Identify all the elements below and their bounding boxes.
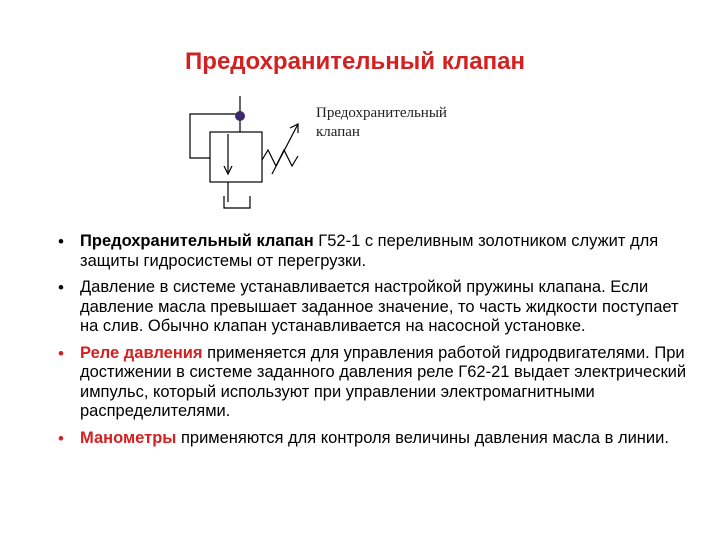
bullet-list	[58, 232, 688, 455]
bullet-text: Давление в системе устанавливается настройкой пружины клапана. Если давление масла превышает заданное значение, то часть жидкости поступает на слив. Обычно клапан устанавливается на насосной установке.	[80, 278, 679, 335]
bullet-text: применяются для контроля величины давления масла в линии.	[176, 428, 669, 447]
bullet-item-3	[58, 344, 688, 422]
bullet-text: Г52-1 с переливным золотником служит для защиты гидросистемы от перегрузки.	[80, 232, 659, 270]
bullet-keyword: Манометры	[80, 428, 177, 447]
connection-dot	[235, 111, 245, 121]
bullet-text: применяется для управления работой гидродвигателями. При достижении в системе заданного давления реле Г62-21 выдает электрический импульс, который используют при управлении электромагнитными распределителями.	[80, 343, 687, 420]
caption-line-1: Предохранительный	[316, 105, 447, 121]
bullet-keyword: Предохранительный клапан	[80, 232, 314, 250]
diagram-caption	[316, 104, 447, 142]
bullet-item-2	[58, 278, 688, 337]
relief-valve-symbol	[180, 94, 310, 214]
bullet-keyword: Реле давления	[80, 343, 203, 362]
caption-line-2: клапан	[316, 124, 360, 140]
bullet-item-4	[58, 429, 688, 449]
bullet-item-1	[58, 232, 688, 271]
slide-title: Предохранительный клапан	[185, 48, 525, 75]
